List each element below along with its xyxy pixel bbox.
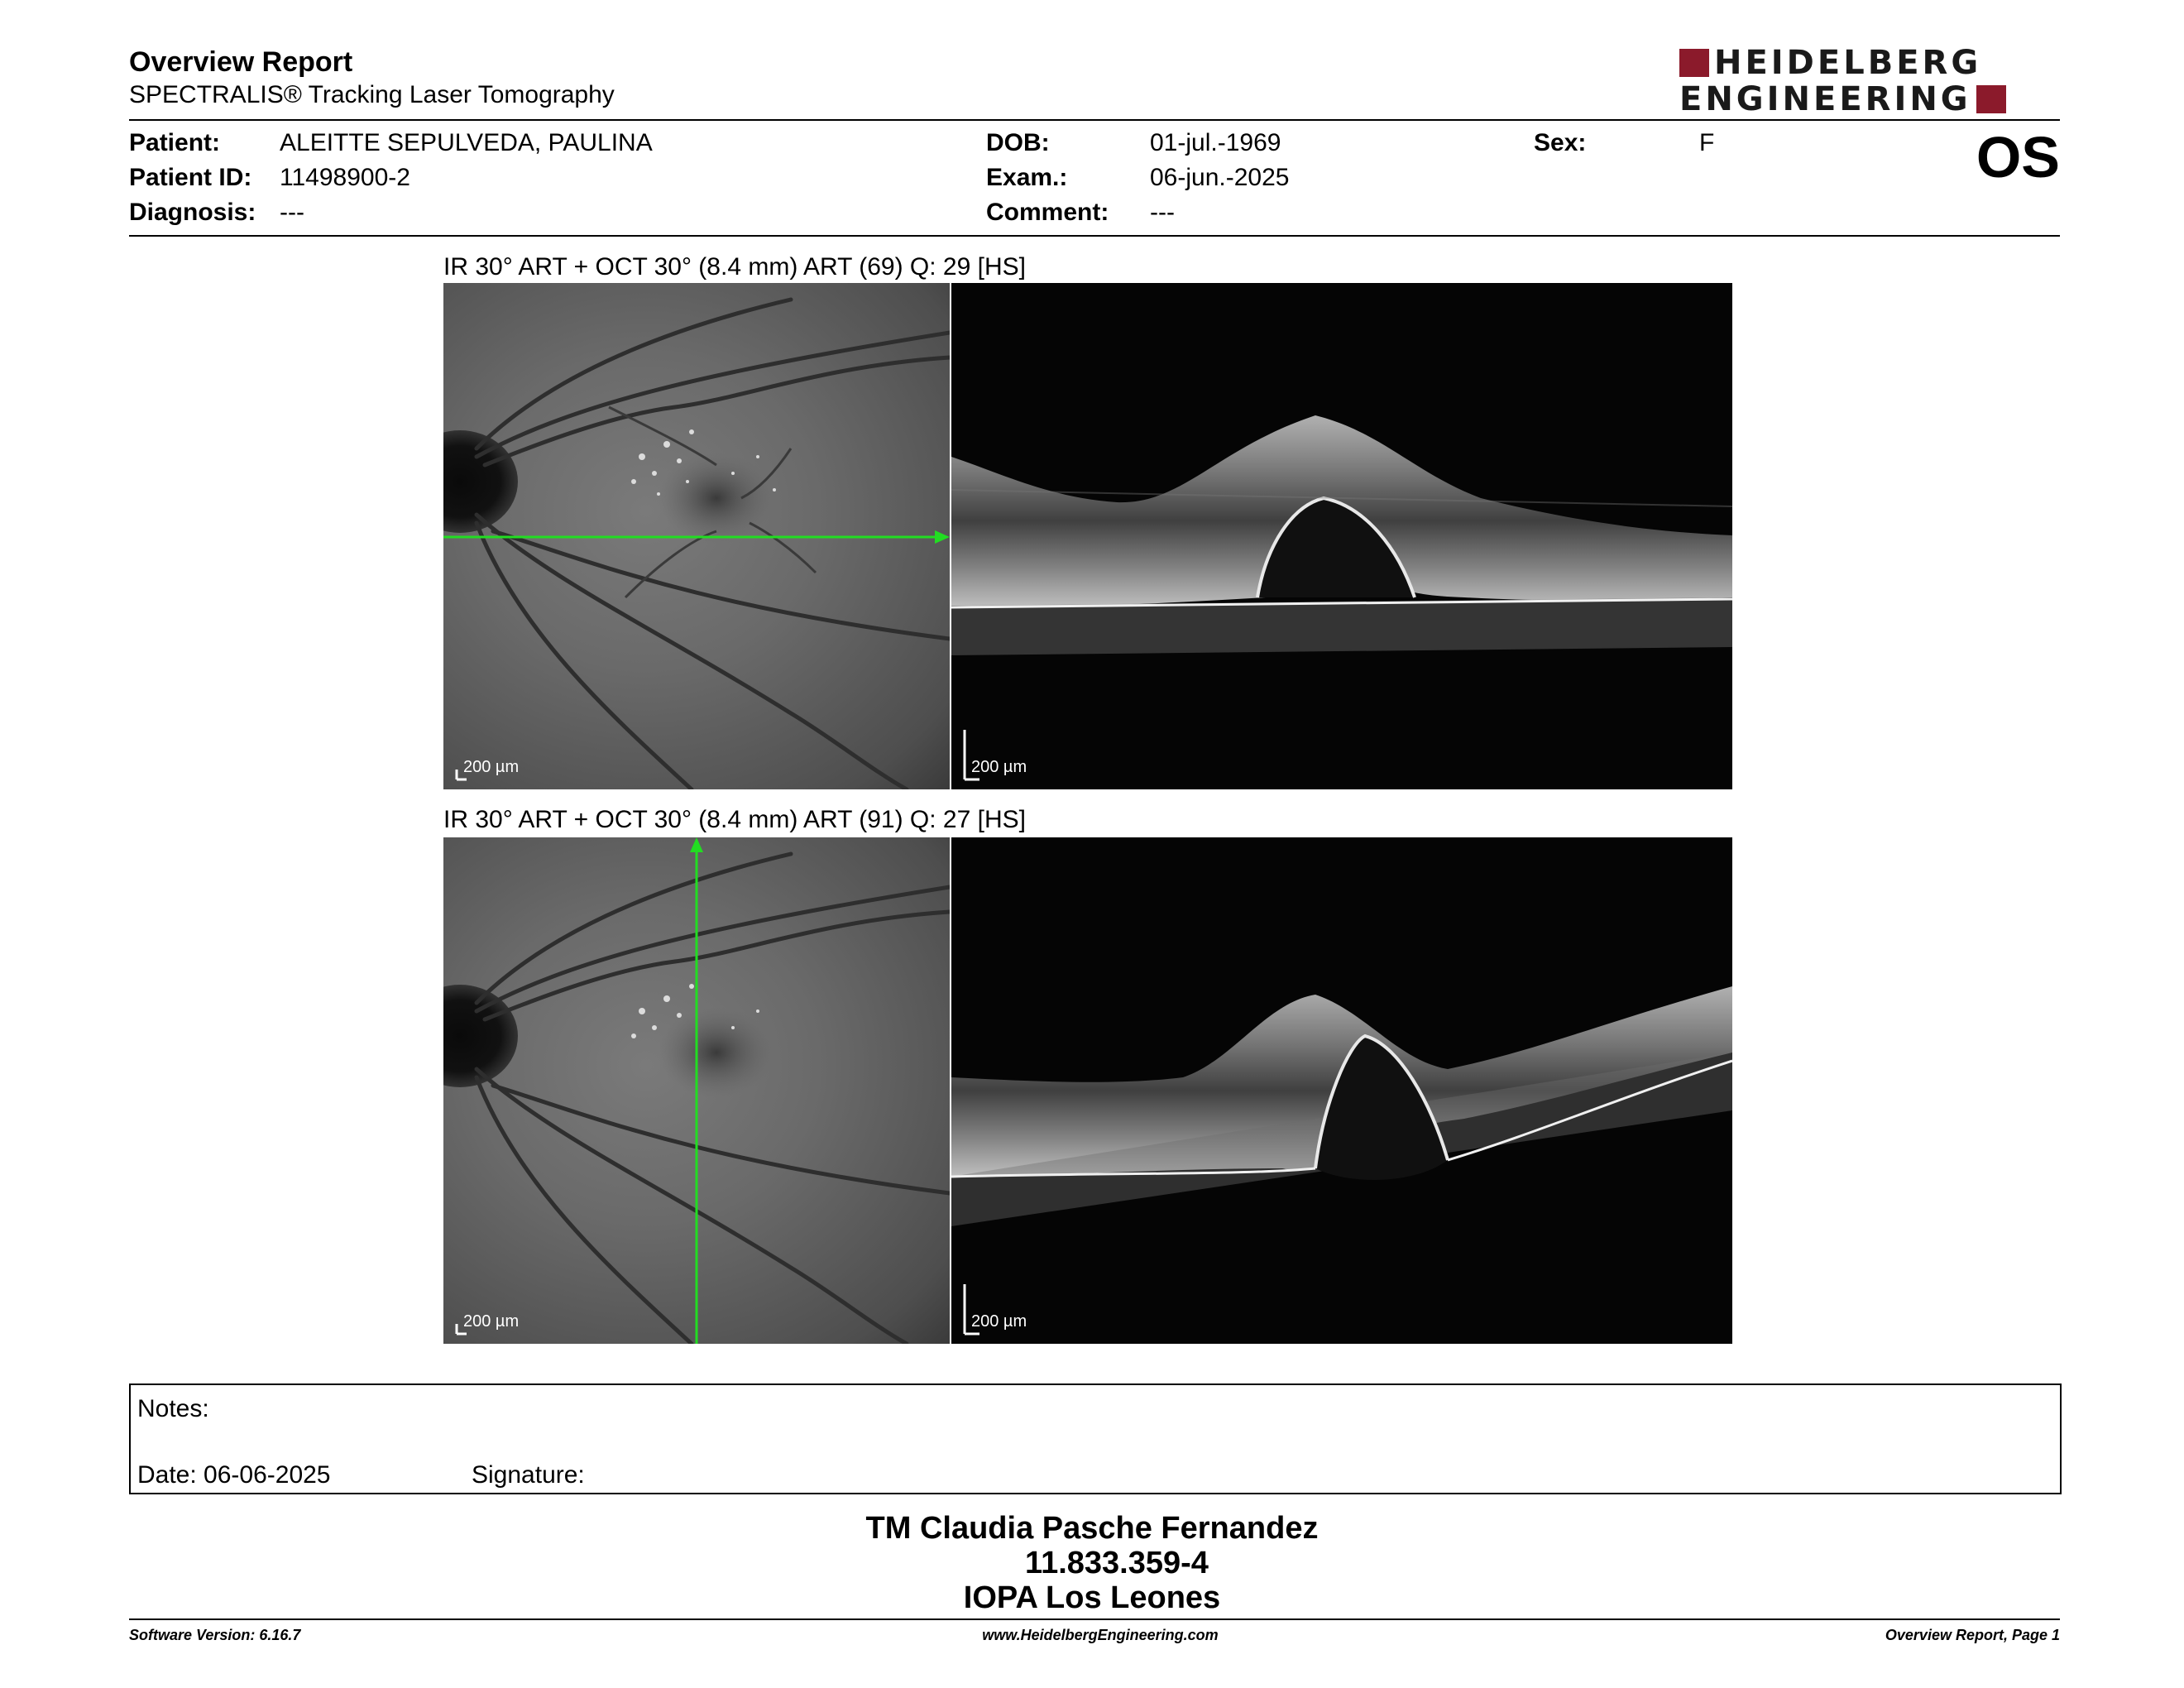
oct-scale-label: 200 µm	[971, 1312, 1027, 1331]
report-title: Overview Report	[129, 46, 353, 78]
clinic-name: IOPA Los Leones	[963, 1580, 1221, 1615]
notes-label: Notes:	[137, 1395, 209, 1422]
diagnosis-label: Diagnosis:	[129, 199, 256, 226]
patient-name: ALEITTE SEPULVEDA, PAULINA	[280, 129, 653, 156]
page-indicator: Overview Report, Page 1	[1885, 1627, 2060, 1643]
signature-label: Signature:	[472, 1461, 585, 1489]
oct-bscan-image[interactable]	[951, 283, 1732, 789]
footer-rule	[129, 1618, 2060, 1620]
patient-id-value: 11498900-2	[280, 164, 410, 191]
scan-caption: IR 30° ART + OCT 30° (8.4 mm) ART (91) Q: 27 [HS]	[443, 806, 1026, 833]
logo-line-1: HEIDELBERG	[1714, 44, 1982, 82]
patient-id-label: Patient ID:	[129, 164, 252, 191]
sex-value: F	[1699, 129, 1715, 156]
fundus-image[interactable]	[443, 837, 950, 1344]
fundus-image[interactable]	[443, 283, 950, 789]
comment-label: Comment:	[986, 199, 1109, 226]
logo-square-icon	[1976, 85, 2006, 113]
diagnosis-value: ---	[280, 199, 304, 226]
heidelberg-logo	[1679, 46, 2060, 117]
header-rule	[129, 119, 2060, 121]
scan-arrow-icon	[935, 530, 950, 544]
comment-value: ---	[1150, 199, 1175, 226]
oct-bscan-image[interactable]	[951, 837, 1732, 1344]
notes-box[interactable]	[129, 1383, 2062, 1494]
exam-label: Exam.:	[986, 164, 1068, 191]
date-label: Date: 06-06-2025	[137, 1461, 331, 1489]
patient-label: Patient:	[129, 129, 221, 156]
sex-label: Sex:	[1534, 129, 1587, 156]
report-subtitle: SPECTRALIS® Tracking Laser Tomography	[129, 81, 615, 108]
dob-label: DOB:	[986, 129, 1050, 156]
logo-line-2: ENGINEERING	[1679, 80, 1971, 118]
oct-illustration	[951, 837, 1732, 1344]
scan-arrow-icon	[690, 837, 703, 852]
technician-name: TM Claudia Pasche Fernandez	[865, 1511, 1319, 1546]
fundus-scale-label: 200 µm	[463, 758, 520, 776]
fundus-illustration	[443, 283, 950, 789]
scan-caption: IR 30° ART + OCT 30° (8.4 mm) ART (69) Q: 29 [HS]	[443, 253, 1026, 281]
info-rule	[129, 235, 2060, 237]
dob-value: 01-jul.-1969	[1150, 129, 1281, 156]
technician-rut: 11.833.359-4	[1025, 1546, 1209, 1580]
oct-illustration	[951, 283, 1732, 789]
exam-value: 06-jun.-2025	[1150, 164, 1290, 191]
logo-square-icon	[1679, 49, 1709, 77]
fundus-scale-label: 200 µm	[463, 1312, 520, 1331]
software-version: Software Version: 6.16.7	[129, 1627, 301, 1643]
eye-indicator: OS	[1976, 125, 2060, 189]
fundus-illustration	[443, 837, 950, 1344]
website-link[interactable]: www.HeidelbergEngineering.com	[982, 1627, 1219, 1643]
oct-scale-label: 200 µm	[971, 758, 1027, 776]
